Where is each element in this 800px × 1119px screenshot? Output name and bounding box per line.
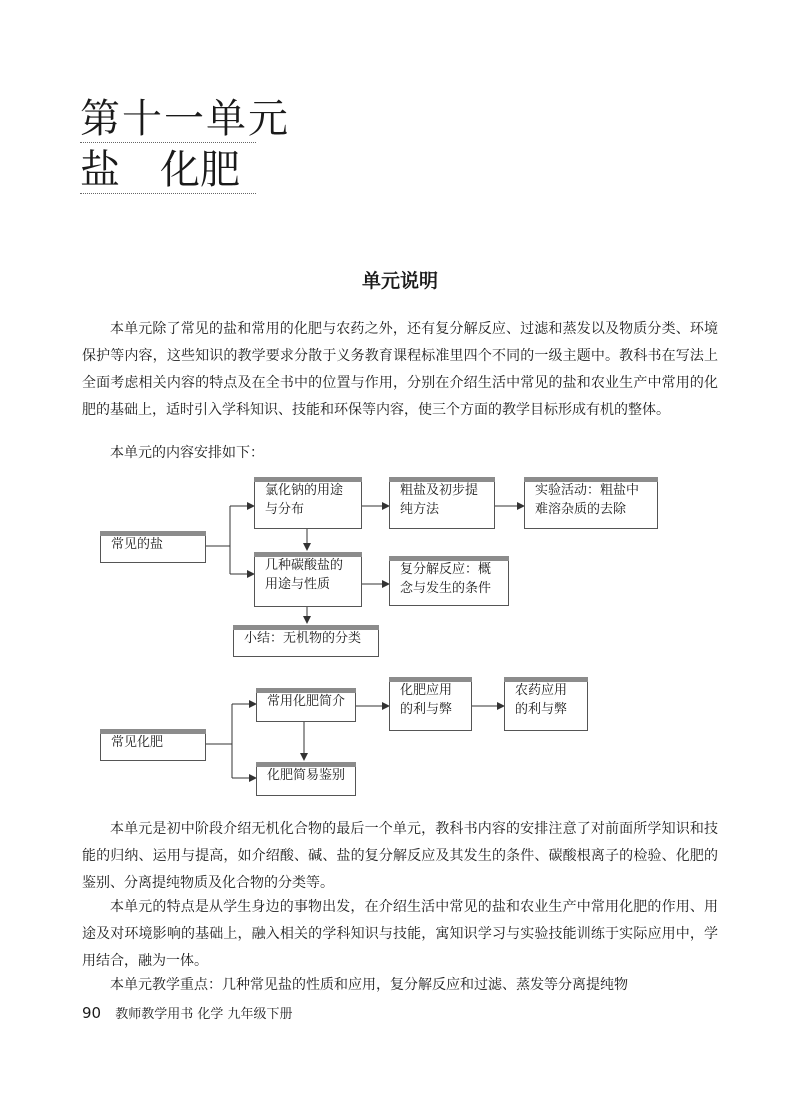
page-number: 90	[82, 1004, 102, 1022]
box-experiment: 实验活动：粗盐中难溶杂质的去除	[524, 477, 658, 529]
divider	[80, 142, 256, 143]
box-pesticide-pros-cons: 农药应用的利与弊	[504, 677, 588, 731]
box-purification: 粗盐及初步提纯方法	[389, 477, 495, 529]
box-nacl: 氯化钠的用途与分布	[254, 477, 362, 529]
box-fertilizer-pros-cons: 化肥应用的利与弊	[389, 677, 472, 731]
unit-title: 第十一单元	[80, 96, 290, 142]
page-footer	[82, 1003, 293, 1022]
unit-subtitle: 盐 化肥	[80, 147, 240, 193]
box-fertilizer-identification: 化肥简易鉴别	[256, 762, 356, 796]
divider	[80, 193, 256, 194]
box-fertilizer-intro: 常用化肥简介	[256, 688, 356, 722]
paragraph: 本单元的特点是从学生身边的事物出发，在介绍生活中常见的盐和农业生产中常用化肥的作用、用途及对环境影响的基础上，融入相关的学科知识与技能，寓知识学习与实验技能训练于实际应用中，学用结合，融为一体。	[82, 899, 718, 969]
paragraph: 本单元教学重点：几种常见盐的性质和应用，复分解反应和过滤、蒸发等分离提纯物	[110, 977, 628, 993]
paragraph: 本单元是初中阶段介绍无机化合物的最后一个单元，教科书内容的安排注意了对前面所学知识和技能的归纳、运用与提高，如介绍酸、碱、盐的复分解反应及其发生的条件、碳酸根离子的检验、化肥的鉴别、分离提纯物质及化合物的分类等。	[82, 821, 718, 891]
unit-heading	[80, 96, 290, 194]
box-carbonates: 几种碳酸盐的用途与性质	[254, 552, 362, 607]
box-double-decomposition: 复分解反应：概念与发生的条件	[389, 556, 509, 606]
paragraph: 本单元除了常见的盐和常用的化肥与农药之外，还有复分解反应、过滤和蒸发以及物质分类、环境保护等内容，这些知识的教学要求分散于义务教育课程标准里四个不同的一级主题中。教科书在写法上全面考虑相关内容的特点及在全书中的位置与作用，分别在介绍生活中常见的盐和农业生产中常用的化肥的基础上，适时引入学科知识、技能和环保等内容，使三个方面的教学目标形成有机的整体。	[82, 321, 718, 418]
box-common-fertilizer: 常见化肥	[100, 729, 206, 761]
box-summary: 小结：无机物的分类	[233, 625, 379, 657]
box-common-salt: 常见的盐	[100, 531, 206, 563]
book-title: 教师教学用书 化学 九年级下册	[115, 1007, 293, 1022]
section-title: 单元说明	[361, 270, 438, 292]
paragraph: 本单元的内容安排如下：	[110, 445, 264, 461]
